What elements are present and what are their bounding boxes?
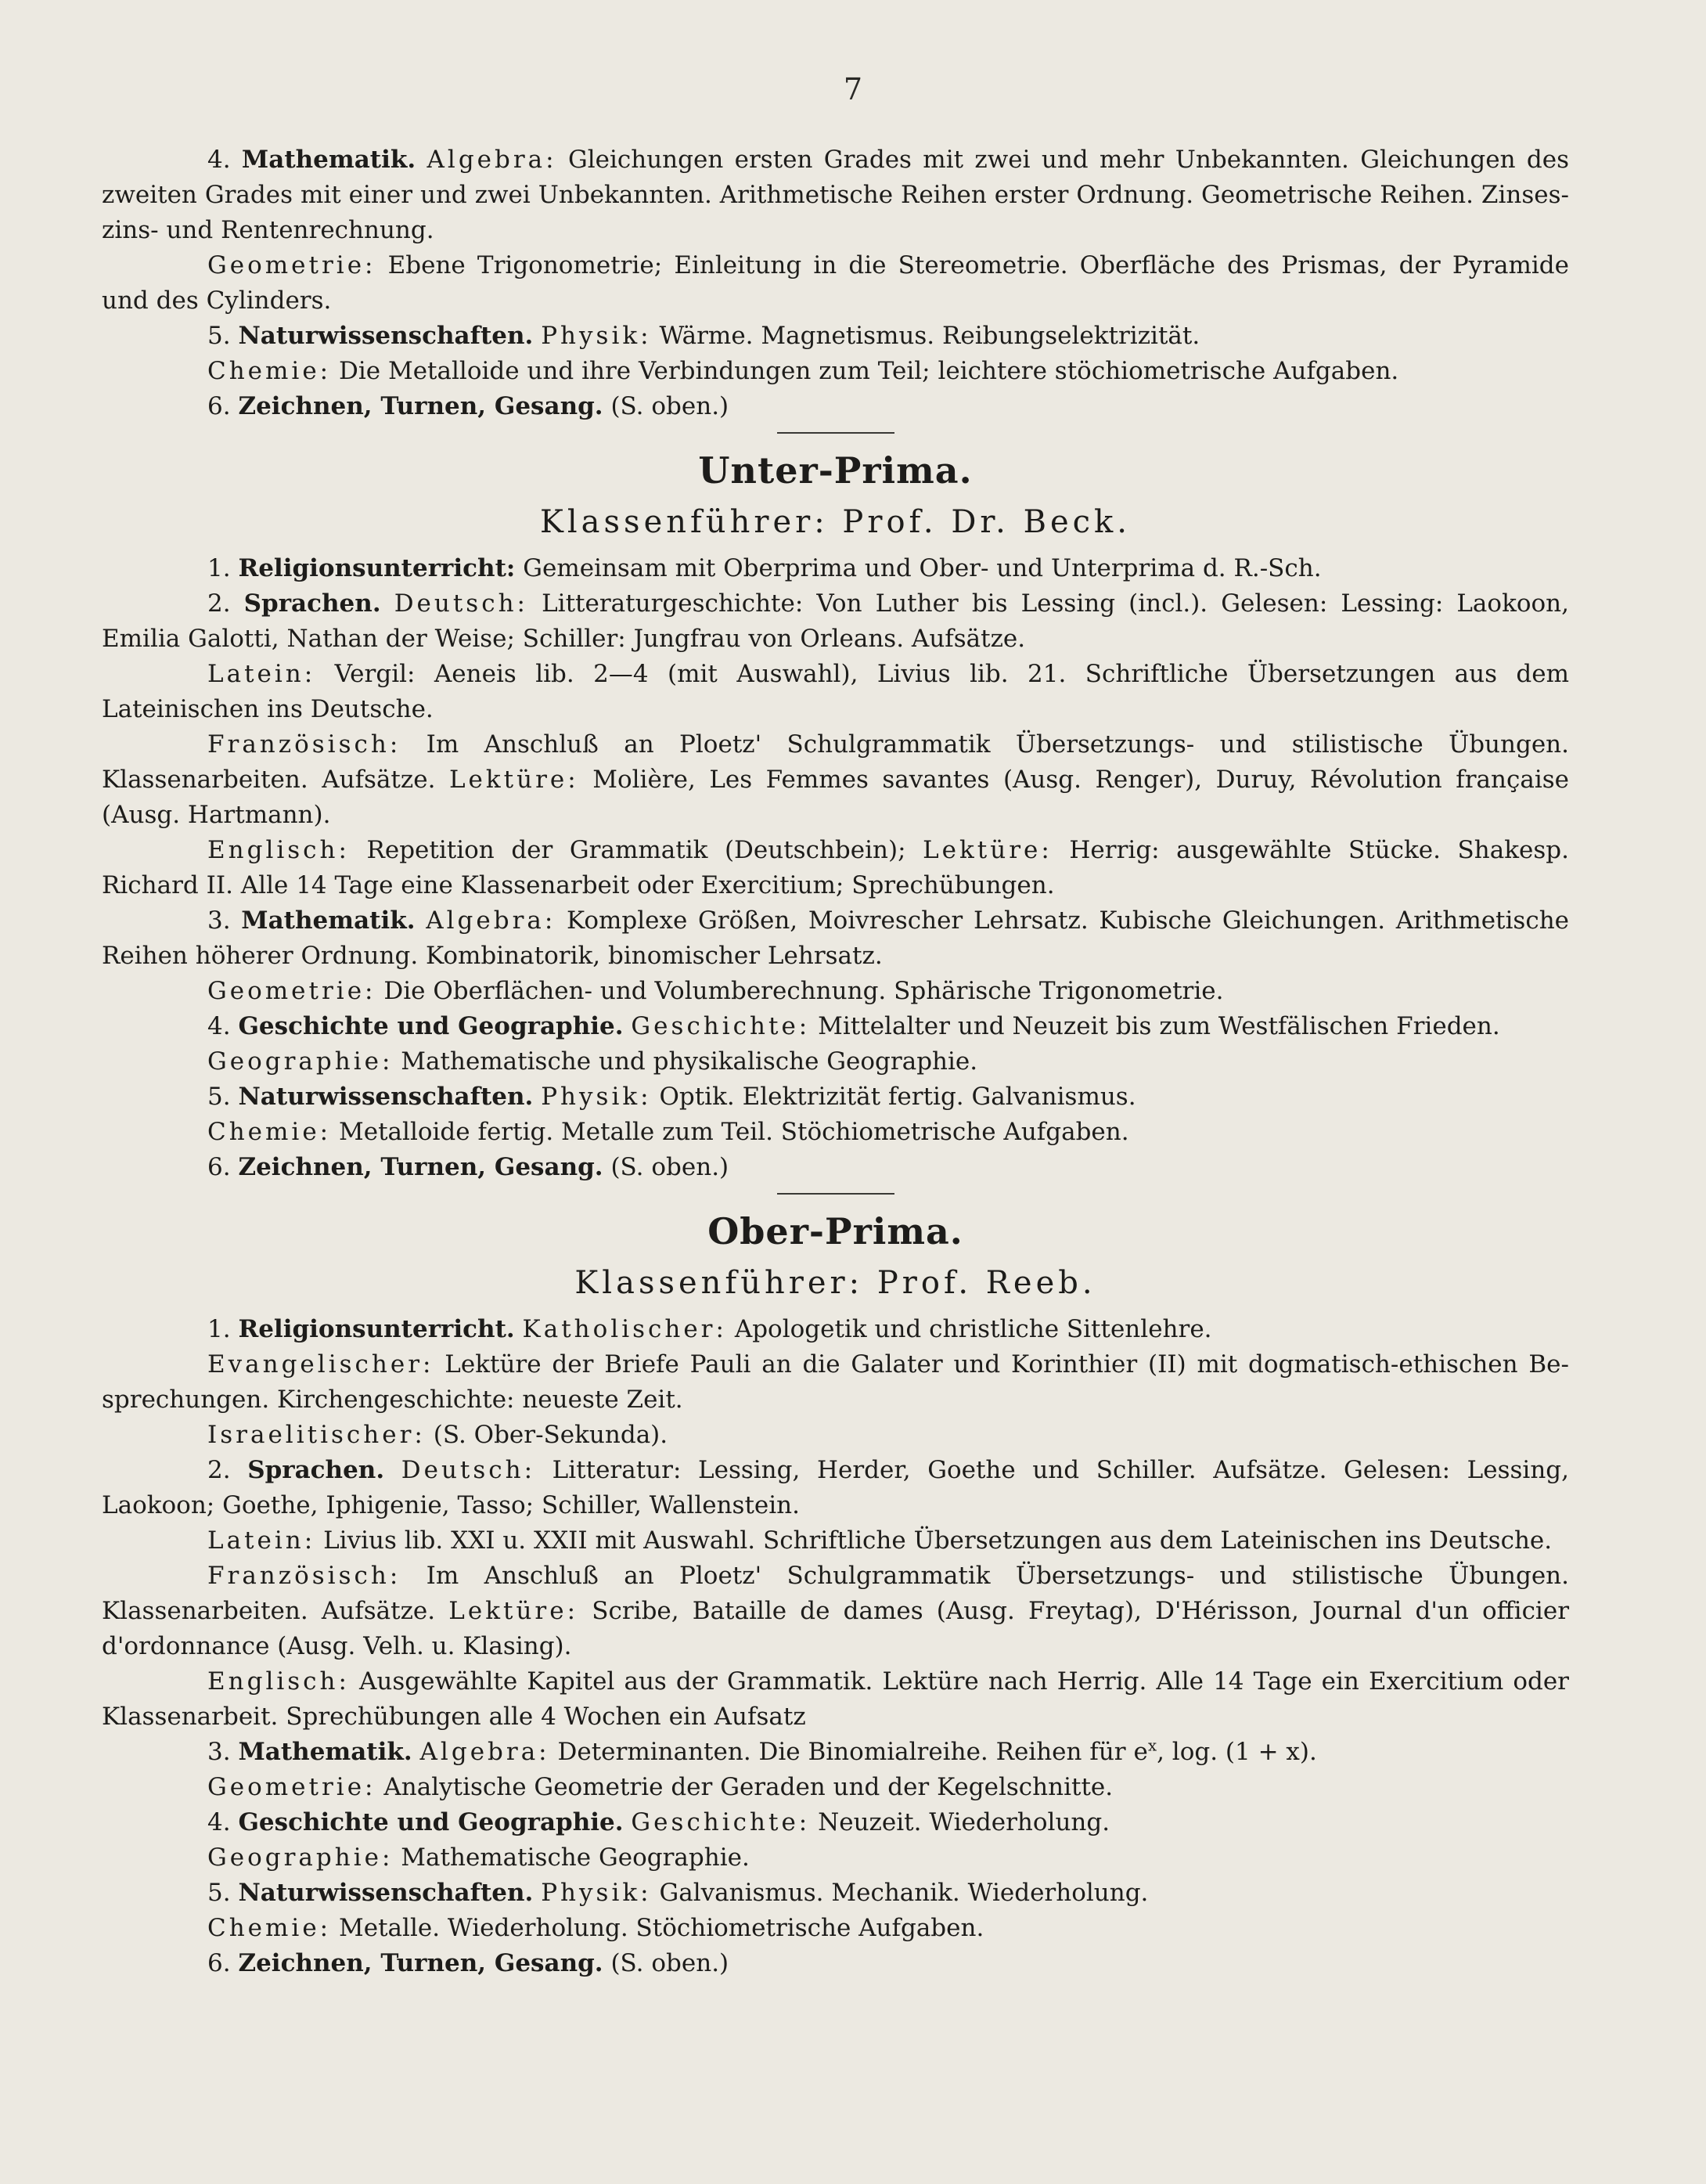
op-kath-text: Apologetik und christliche Sittenlehre. <box>734 1315 1212 1343</box>
up-chemie-paragraph <box>102 1115 1569 1150</box>
op-rel-paragraph <box>102 1312 1569 1347</box>
up-geometrie-label: Geometrie: <box>207 977 376 1005</box>
op-deutsch-paragraph <box>102 1453 1569 1523</box>
op-latein-paragraph <box>102 1523 1569 1559</box>
op-algebra-text: Determinanten. Die Binomialreihe. Reihen für e <box>557 1738 1148 1766</box>
op-geometrie-paragraph <box>102 1770 1569 1805</box>
unterprima-leader: Klassenführer: Prof. Dr. Beck. <box>539 504 1132 540</box>
oberprima-title: Ober-Prima. <box>707 1210 963 1252</box>
unterprima-title: Unter-Prima. <box>698 449 973 492</box>
os-geometrie-label: Geometrie: <box>207 251 376 279</box>
up-geographie-paragraph <box>102 1044 1569 1079</box>
os-zeich-label: Zeichnen, Turnen, Gesang. <box>238 392 603 420</box>
op-spr-number: 2. <box>207 1456 231 1484</box>
os-chemie-text: Die Metalloide und ihre Verbindungen zum Teil; leichtere stöchiometrische Aufgaben. <box>339 357 1399 385</box>
op-physik-text: Galvanismus. Mechanik. Wiederholung. <box>659 1879 1149 1907</box>
op-chemie-text: Metalle. Wiederholung. Stöchiometrische Aufgaben. <box>339 1914 984 1942</box>
up-latein-text: Vergil: Aeneis lib. 2—4 (mit Auswahl), Livius lib. 21. Schriftliche Übersetzungen aus dem Lateinischen ins Deutsche. <box>102 660 1569 723</box>
up-geschichte-label: Geschichte: <box>631 1012 811 1040</box>
op-spr-label: Sprachen. <box>247 1456 385 1484</box>
op-evang-label: Evangelischer: <box>207 1350 434 1379</box>
up-math-number: 3. <box>207 906 231 935</box>
os-math-label: Mathematik. <box>241 146 416 174</box>
up-gesch-number: 4. <box>207 1012 231 1040</box>
op-geometrie-text: Analytische Geometrie der Geraden und der Kegelschnitte. <box>383 1773 1114 1801</box>
section-divider <box>777 1193 894 1195</box>
op-latein-label: Latein: <box>207 1526 316 1555</box>
oberprima-leader: Klassenführer: Prof. Reeb. <box>574 1265 1096 1301</box>
op-engl-label: Englisch: <box>207 1667 350 1696</box>
op-franz-paragraph <box>102 1559 1569 1664</box>
op-franz-lekt-label: Lektüre: <box>448 1597 579 1625</box>
op-gesch-paragraph <box>102 1805 1569 1840</box>
up-algebra-text: Komplexe Größen, Moivrescher Lehrsatz. Kubische Gleichungen. Arithmetische Reihen höherer Ordnung. Kombinatorik, binomischer Lehrsatz. <box>102 906 1570 970</box>
os-zeich-text: (S. oben.) <box>610 392 729 420</box>
up-rel-label: Religionsunterricht: <box>238 554 516 582</box>
up-nat-label: Naturwissenschaften. <box>238 1083 534 1111</box>
up-deutsch-paragraph <box>102 586 1569 657</box>
up-latein-label: Latein: <box>207 660 316 688</box>
os-zeich-number: 6. <box>207 392 231 420</box>
up-chemie-text: Metalloide fertig. Metalle zum Teil. Stöchiometrische Aufgaben. <box>339 1118 1129 1146</box>
op-nat-number: 5. <box>207 1879 231 1907</box>
up-geschichte-text: Mittelalter und Neuzeit bis zum Westfälischen Frieden. <box>818 1012 1500 1040</box>
up-nat-number: 5. <box>207 1083 231 1111</box>
os-zeich-paragraph <box>102 389 1569 424</box>
up-engl-label: Englisch: <box>207 836 350 864</box>
op-algebra-label: Algebra: <box>419 1738 550 1766</box>
up-zeich-label: Zeichnen, Turnen, Gesang. <box>238 1153 603 1181</box>
up-zeich-number: 6. <box>207 1153 231 1181</box>
up-franz-lekt-text: Molière, Les Femmes savantes (Ausg. Renger), Duruy, Révolution française (Ausg. Hartmann). <box>102 766 1569 829</box>
op-nat-paragraph <box>102 1876 1569 1911</box>
op-zeich-label: Zeichnen, Turnen, Gesang. <box>238 1949 603 1977</box>
up-chemie-label: Chemie: <box>207 1118 332 1146</box>
section-divider <box>777 432 894 434</box>
up-franz-paragraph <box>102 727 1569 833</box>
op-zeich-paragraph <box>102 1946 1569 1981</box>
up-franz-text: Im Anschluß an Ploetz' Schulgrammatik Übersetzungs- und stilistische Übungen. Klassenarbeiten. Aufsätze. <box>102 730 1569 794</box>
op-math-paragraph <box>102 1735 1569 1770</box>
up-engl-lekt-text: Herrig: ausgewählte Stücke. Shakesp. Richard II. Alle 14 Tage eine Klassenarbeit oder Exercitium; Sprechübungen. <box>102 836 1569 899</box>
op-franz-lekt-text: Scribe, Bataille de dames (Ausg. Freytag), D'Hérisson, Journal d'un officier d'ordonnance (Ausg. Velh. u. Klasing). <box>102 1597 1570 1660</box>
up-rel-text: Gemeinsam mit Oberprima und Ober- und Unterprima d. R.-Sch. <box>523 554 1322 582</box>
op-geometrie-label: Geometrie: <box>207 1773 376 1801</box>
op-chemie-paragraph <box>102 1911 1569 1946</box>
os-nat-paragraph <box>102 319 1569 354</box>
up-math-label: Mathematik. <box>241 906 416 935</box>
os-algebra-label: Algebra: <box>426 146 557 174</box>
page-number: 7 <box>843 72 863 106</box>
up-geometrie-text: Die Oberflächen- und Volumberechnung. Sphärische Trigonometrie. <box>383 977 1224 1005</box>
op-geschichte-label: Geschichte: <box>631 1808 811 1836</box>
os-math-paragraph <box>102 142 1569 248</box>
op-geschichte-text: Neuzeit. Wiederholung. <box>818 1808 1110 1836</box>
op-isr-text: (S. Ober-Sekunda). <box>433 1421 668 1449</box>
up-zeich-text: (S. oben.) <box>610 1153 729 1181</box>
up-latein-paragraph <box>102 657 1569 727</box>
op-math-label: Mathematik. <box>238 1738 412 1766</box>
os-algebra-text: Gleichungen ersten Grades mit zwei und mehr Unbekannten. Gleichungen des zweiten Grades mit einer und zwei Unbekannten. Arithmetische Reihen erster Ordnung. Geometrische Reihen. Zinses- zins- und Rentenrechnung. <box>102 146 1570 244</box>
os-geometrie-text: Ebene Trigonometrie; Einleitung in die Stereometrie. Oberfläche des Prismas, der Pyramide und des Cylinders. <box>102 251 1569 315</box>
op-geographie-text: Mathematische Geographie. <box>401 1843 750 1872</box>
up-franz-label: Französisch: <box>207 730 401 759</box>
up-engl-lekt-label: Lektüre: <box>923 836 1053 864</box>
op-physik-label: Physik: <box>541 1879 652 1907</box>
up-engl-paragraph <box>102 833 1569 903</box>
up-algebra-label: Algebra: <box>426 906 556 935</box>
page-content <box>102 142 1569 1981</box>
up-gesch-paragraph <box>102 1009 1569 1044</box>
op-isr-paragraph <box>102 1418 1569 1453</box>
os-physik-text: Wärme. Magnetismus. Reibungselektrizität. <box>659 322 1200 350</box>
up-rel-number: 1. <box>207 554 231 582</box>
up-geographie-text: Mathematische und physikalische Geographie. <box>401 1047 978 1076</box>
os-nat-number: 5. <box>207 322 231 350</box>
os-geometrie-paragraph <box>102 248 1569 319</box>
os-nat-label: Naturwissenschaften. <box>238 322 534 350</box>
up-franz-lekt-label: Lektüre: <box>448 766 579 794</box>
op-algebra-text-end: , log. (1 + x). <box>1157 1738 1317 1766</box>
up-deutsch-label: Deutsch: <box>394 589 528 618</box>
os-physik-label: Physik: <box>541 322 652 350</box>
op-evang-paragraph <box>102 1347 1569 1418</box>
op-franz-label: Französisch: <box>207 1562 401 1590</box>
up-geographie-label: Geographie: <box>207 1047 394 1076</box>
os-chemie-paragraph <box>102 354 1569 389</box>
up-rel-paragraph <box>102 551 1569 586</box>
up-physik-text: Optik. Elektrizität fertig. Galvanismus. <box>659 1083 1136 1111</box>
op-nat-label: Naturwissenschaften. <box>238 1879 534 1907</box>
op-zeich-number: 6. <box>207 1949 231 1977</box>
os-math-number: 4. <box>207 146 231 174</box>
op-chemie-label: Chemie: <box>207 1914 332 1942</box>
up-nat-paragraph <box>102 1079 1569 1115</box>
op-gesch-number: 4. <box>207 1808 231 1836</box>
op-zeich-text: (S. oben.) <box>610 1949 729 1977</box>
up-spr-number: 2. <box>207 589 231 618</box>
op-evang-text: Lektüre der Briefe Pauli an die Galater und Korinthier (II) mit dogmatisch-ethischen Be- sprechungen. Kirchengeschichte: neueste Zeit. <box>102 1350 1570 1414</box>
op-engl-paragraph <box>102 1664 1569 1735</box>
op-math-number: 3. <box>207 1738 231 1766</box>
up-deutsch-text: Litteraturgeschichte: Von Luther bis Lessing (incl.). Gelesen: Lessing: Laokoon, Emilia Galotti, Nathan der Weise; Schiller: Jungfrau von Orleans. Aufsätze. <box>102 589 1569 653</box>
op-geographie-paragraph <box>102 1840 1569 1876</box>
op-geographie-label: Geographie: <box>207 1843 394 1872</box>
up-physik-label: Physik: <box>541 1083 652 1111</box>
op-gesch-label: Geschichte und Geographie. <box>238 1808 624 1836</box>
op-rel-number: 1. <box>207 1315 231 1343</box>
os-chemie-label: Chemie: <box>207 357 332 385</box>
up-math-paragraph <box>102 903 1569 974</box>
up-geometrie-paragraph <box>102 974 1569 1009</box>
op-franz-text: Im Anschluß an Ploetz' Schulgrammatik Übersetzungs- und stilistische Übungen. Klassenarbeiten. Aufsätze. <box>102 1562 1569 1625</box>
up-gesch-label: Geschichte und Geographie. <box>238 1012 624 1040</box>
op-rel-label: Religionsunterricht. <box>238 1315 515 1343</box>
op-deutsch-text: Litteratur: Lessing, Herder, Goethe und Schiller. Aufsätze. Gelesen: Lessing, Laokoon; Goethe, Iphigenie, Tasso; Schiller, Wallenstein. <box>102 1456 1570 1519</box>
op-algebra-superscript: x <box>1147 1735 1157 1755</box>
op-kath-label: Katholischer: <box>522 1315 727 1343</box>
op-deutsch-label: Deutsch: <box>401 1456 536 1484</box>
up-spr-label: Sprachen. <box>243 589 381 618</box>
op-isr-label: Israelitischer: <box>207 1421 426 1449</box>
up-zeich-paragraph <box>102 1150 1569 1185</box>
up-engl-text: Repetition der Grammatik (Deutschbein); <box>366 836 906 864</box>
op-latein-text: Livius lib. XXI u. XXII mit Auswahl. Schriftliche Übersetzungen aus dem Lateinischen ins Deutsche. <box>323 1526 1553 1555</box>
op-engl-text: Ausgewählte Kapitel aus der Grammatik. Lektüre nach Herrig. Alle 14 Tage ein Exercitium oder Klassenarbeit. Sprechübungen alle 4 Wochen ein Aufsatz <box>102 1667 1569 1731</box>
